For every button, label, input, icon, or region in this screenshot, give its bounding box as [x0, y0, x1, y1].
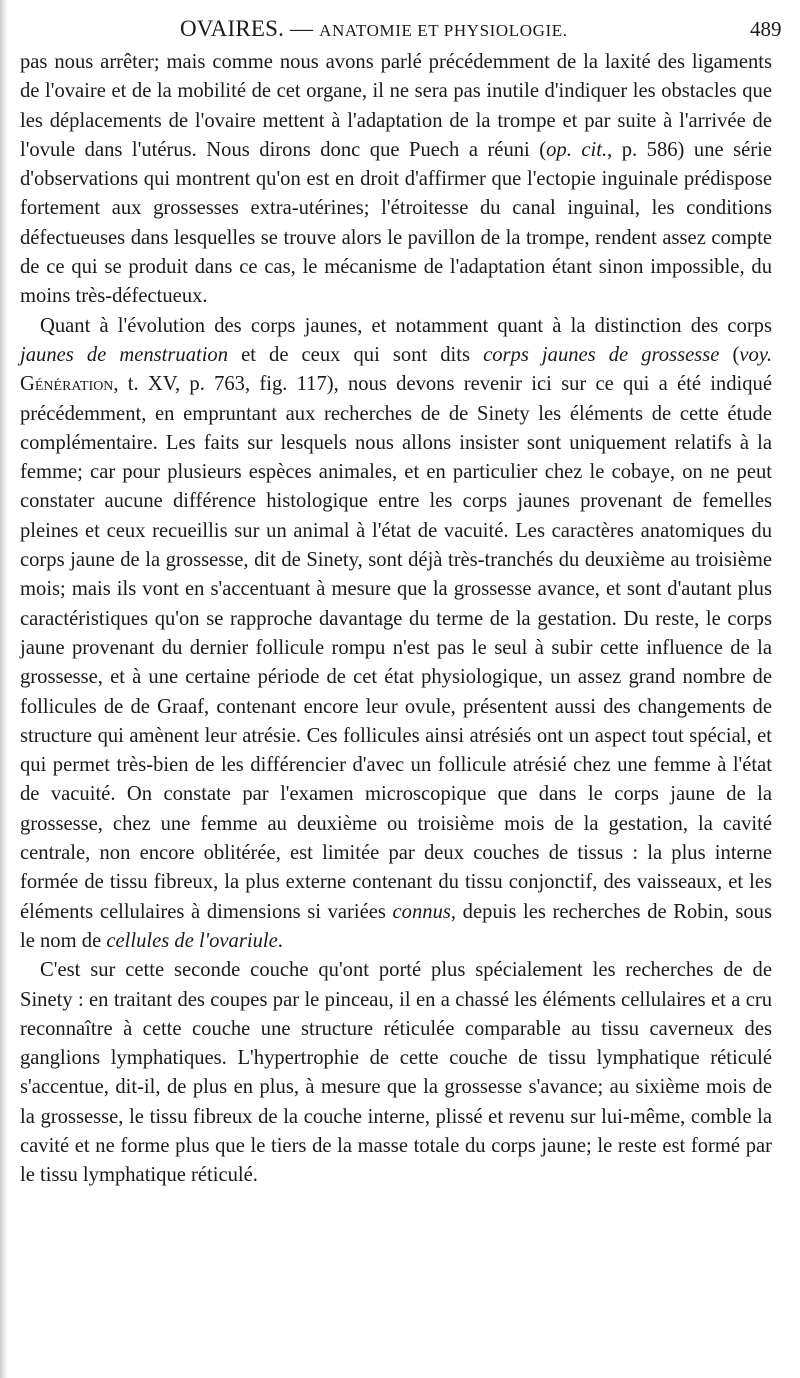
p2-text-a: Quant à l'évolution des corps jaunes, et notamment quant à la distinction des corps	[40, 314, 772, 337]
p2-term-grossesse: corps jaunes de grossesse	[483, 343, 720, 366]
running-title-subtitle: ANATOMIE ET PHYSIOLOGIE.	[319, 21, 568, 40]
running-title-dash: —	[290, 16, 314, 41]
paragraph-1	[20, 48, 772, 312]
running-head	[0, 16, 800, 46]
p1-citation: op. cit.	[546, 138, 608, 161]
p1-text-a: pas nous arrêter; mais comme nous avons parlé précédemment de la laxité des ligaments de l'ovaire et de la mobilité de cet organe, il ne sera pas inutile d'indiquer les obstacles que les déplacements de l'ovaire mettent à l'adaptation de la trompe et par suite à l'arrivée de l'ovule dans l'utérus. Nous dirons donc que Puech a réuni (	[20, 51, 772, 161]
p1-text-b: , p. 586) une série d'observations qui montrent qu'on est en droit d'affirmer que l'ectopie inguinale prédispose fortement aux grossesses extra-utérines; l'étroitesse du canal inguinal, les conditions défectueuses dans lesquelles se trouve alors le pavillon de la trompe, rendent assez compte de ce qui se produit dans ce cas, le mécanisme de l'adaptation étant sinon impossible, du moins très-défectueux.	[20, 138, 773, 308]
running-title	[180, 16, 568, 42]
running-title-main: OVAIRES.	[180, 16, 285, 41]
page-number: 489	[750, 17, 782, 41]
p2-text-f: .	[277, 929, 283, 952]
paragraph-3: C'est sur cette seconde couche qu'ont porté plus spécialement les recherches de de Sinety : en traitant des coupes par le pinceau, il en a chassé les éléments cellulaires et a cru reconnaître à cette couche une structure réticulée comparable au tissu caverneux des ganglions lymphatiques. L'hypertrophie de cette couche de tissu lymphatique réticulé s'accentue, dit-il, de plus en plus, à mesure que la grossesse s'avance; au sixième mois de la grossesse, le tissu fibreux de la couche interne, plissé et revenu sur lui-même, comble la cavité et ne forme plus que le tiers de la masse totale du corps jaune; le reste est formé par le tissu lymphatique réticulé.	[20, 959, 772, 1187]
p2-cellules: cellules de l'ovariule	[106, 929, 278, 952]
p2-text-d: , t. XV, p. 763, fig. 117), nous devons revenir ici sur ce qui a été indiqué précédemment, en empruntant aux recherches de de Sinety les éléments de cette étude complémentaire. Les faits sur lesquels nous allons insister sont uniquement relatifs à la femme; car pour plusieurs espèces animales, et en particulier chez le cobaye, on ne peut constater aucune différence histologique entre les corps jaunes provenant de femelles pleines et ceux recueillis sur un animal à l'état de vacuité. Les caractères anatomiques du corps jaune de la grossesse, dit de Sinety, sont déjà très-tranchés du deuxième au troisième mois; mais ils vont en s'accentuant à mesure que la grossesse avance, et sont d'autant plus caractéristiques qu'on se rapproche davantage du terme de la gestation. Du reste, le corps jaune provenant du dernier follicule rompu n'est pas le seul à subir cette influence de la grossesse, et à une certaine période de cet état physiologique, un assez grand nombre de follicules de de Graaf, contenant encore leur ovule, présentent aussi des changements de structure qui amènent leur atrésie. Ces follicules ainsi atrésiés ont un aspect tout spécial, et qui permet très-bien de les différencier d'avec un follicule atrésié chez une femme à l'état de vacuité. On constate par l'examen microscopique que dans le corps jaune de la grossesse, chez une femme au deuxième ou troisième mois de la gestation, la cavité centrale, non encore oblitérée, est limitée par deux couches de tissus : la plus interne formée de tissu fibreux, la plus externe contenant du tissu conjonctif, des vaisseaux, et les éléments cellulaires à dimensions si variées	[20, 373, 772, 923]
page-body	[20, 48, 772, 1191]
p2-text-c: (	[719, 343, 740, 366]
p2-term-menstruation: jaunes de menstruation	[20, 343, 229, 366]
p2-voy: voy.	[739, 343, 772, 366]
p2-connus: connus	[392, 900, 451, 923]
p2-generation-ref: Génération	[20, 373, 114, 396]
page-binding-edge	[0, 0, 8, 1378]
paragraph-2	[20, 312, 772, 957]
p2-text-b: et de ceux qui sont dits	[228, 343, 484, 366]
p2-text-e: , depuis les recherches de Robin, sous le nom de	[20, 900, 772, 952]
